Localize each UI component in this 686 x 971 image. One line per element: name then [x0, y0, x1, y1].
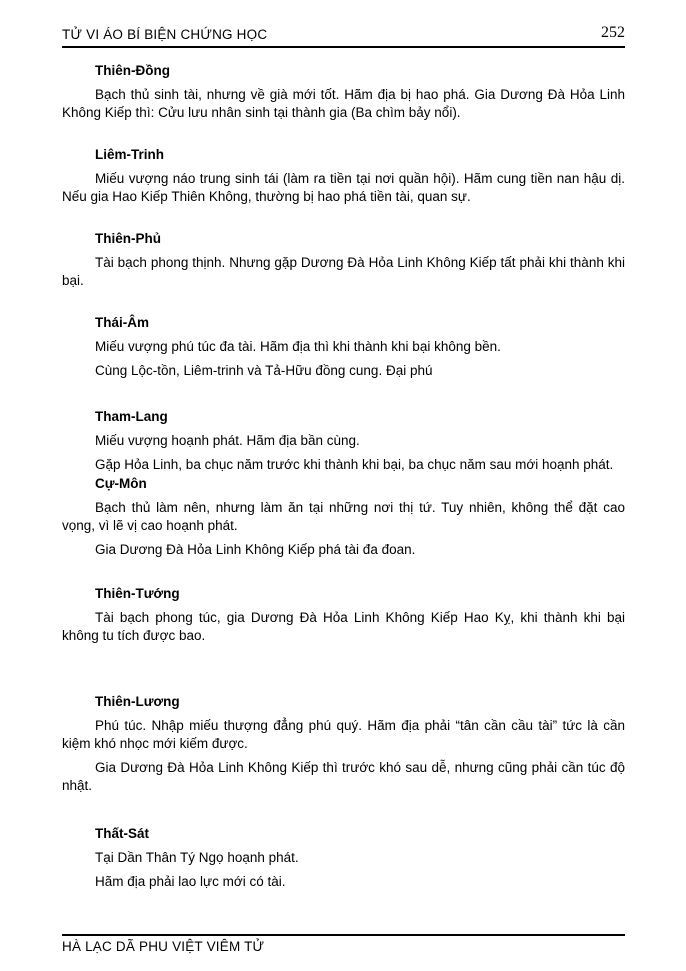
section-thien-dong	[62, 62, 625, 122]
page-footer	[62, 934, 625, 954]
paragraph: Miếu vượng náo trung sinh tái (làm ra tiền tại nơi quần hội). Hãm cung tiền nan hậu dị. Nếu gia Hao Kiếp Thiên Không, thường bị hao phá tiền tài, quan sự.	[62, 171, 625, 204]
paragraph: Miếu vượng phú túc đa tài. Hãm địa thì khi thành khi bại không bền.	[95, 339, 501, 354]
paragraph: Gia Dương Đà Hỏa Linh Không Kiếp thì trước khó sau dễ, nhưng cũng phải cần túc độ nhật.	[62, 760, 625, 793]
section-heading: Thiên-Đồng	[95, 63, 170, 78]
section-thien-tuong	[62, 585, 625, 645]
page-header	[62, 24, 625, 48]
paragraph: Tài bạch phong túc, gia Dương Đà Hỏa Linh Không Kiếp Hao Kỵ, khi thành khi bại không tu tích được bao.	[62, 610, 625, 643]
paragraph: Bạch thủ sinh tài, nhưng về già mới tốt. Hãm địa bị hao phá. Gia Dương Đà Hỏa Linh Không Kiếp thì: Cửu lưu nhân sinh tại thành gia (Ba chìm bảy nổi).	[62, 87, 625, 120]
section-heading: Thất-Sát	[95, 826, 149, 841]
section-thien-phu	[62, 230, 625, 290]
section-that-sat	[62, 825, 625, 891]
section-thai-am	[62, 314, 625, 380]
paragraph: Hãm địa phải lao lực mới có tài.	[95, 874, 286, 889]
section-thien-luong	[62, 693, 625, 795]
paragraph: Phú túc. Nhập miếu thượng đẳng phú quý. Hãm địa phải “tân cần cầu tài” tức là cần kiệm khó nhọc mới kiếm được.	[62, 718, 625, 751]
section-heading: Tham-Lang	[95, 409, 168, 424]
section-liem-trinh	[62, 146, 625, 206]
section-heading: Thái-Âm	[95, 315, 149, 330]
running-head-title: TỬ VI ÁO BÍ BIỆN CHỨNG HỌC	[62, 27, 268, 42]
section-heading: Thiên-Phủ	[95, 231, 161, 246]
paragraph: Gặp Hỏa Linh, ba chục năm trước khi thành khi bại, ba chục năm sau mới hoạnh phát.	[95, 457, 614, 472]
paragraph: Tại Dần Thân Tý Ngọ hoạnh phát.	[95, 850, 299, 865]
footer-text: HÀ LẠC DÃ PHU VIỆT VIÊM TỬ	[62, 939, 265, 954]
section-heading: Liêm-Trinh	[95, 147, 165, 162]
section-heading: Thiên-Lương	[95, 694, 180, 709]
section-cu-mon	[62, 475, 625, 559]
paragraph: Bạch thủ làm nên, nhưng làm ăn tại những nơi thị tứ. Tuy nhiên, không thể đặt cao vọng, vì lẽ vị cao hoạnh phát.	[62, 500, 625, 533]
section-heading: Cự-Môn	[95, 476, 147, 491]
section-tham-lang	[62, 408, 625, 474]
page-number: 252	[601, 24, 625, 41]
paragraph: Gia Dương Đà Hỏa Linh Không Kiếp phá tài đa đoan.	[95, 542, 416, 557]
paragraph: Cùng Lộc-tồn, Liêm-trinh và Tả-Hữu đồng cung. Đại phú	[95, 363, 433, 378]
page-body	[62, 48, 625, 891]
paragraph: Tài bạch phong thịnh. Nhưng gặp Dương Đà Hỏa Linh Không Kiếp tất phải khi thành khi bại.	[62, 255, 625, 288]
paragraph: Miếu vượng hoạnh phát. Hãm địa bần cùng.	[95, 433, 360, 448]
section-heading: Thiên-Tướng	[95, 586, 180, 601]
